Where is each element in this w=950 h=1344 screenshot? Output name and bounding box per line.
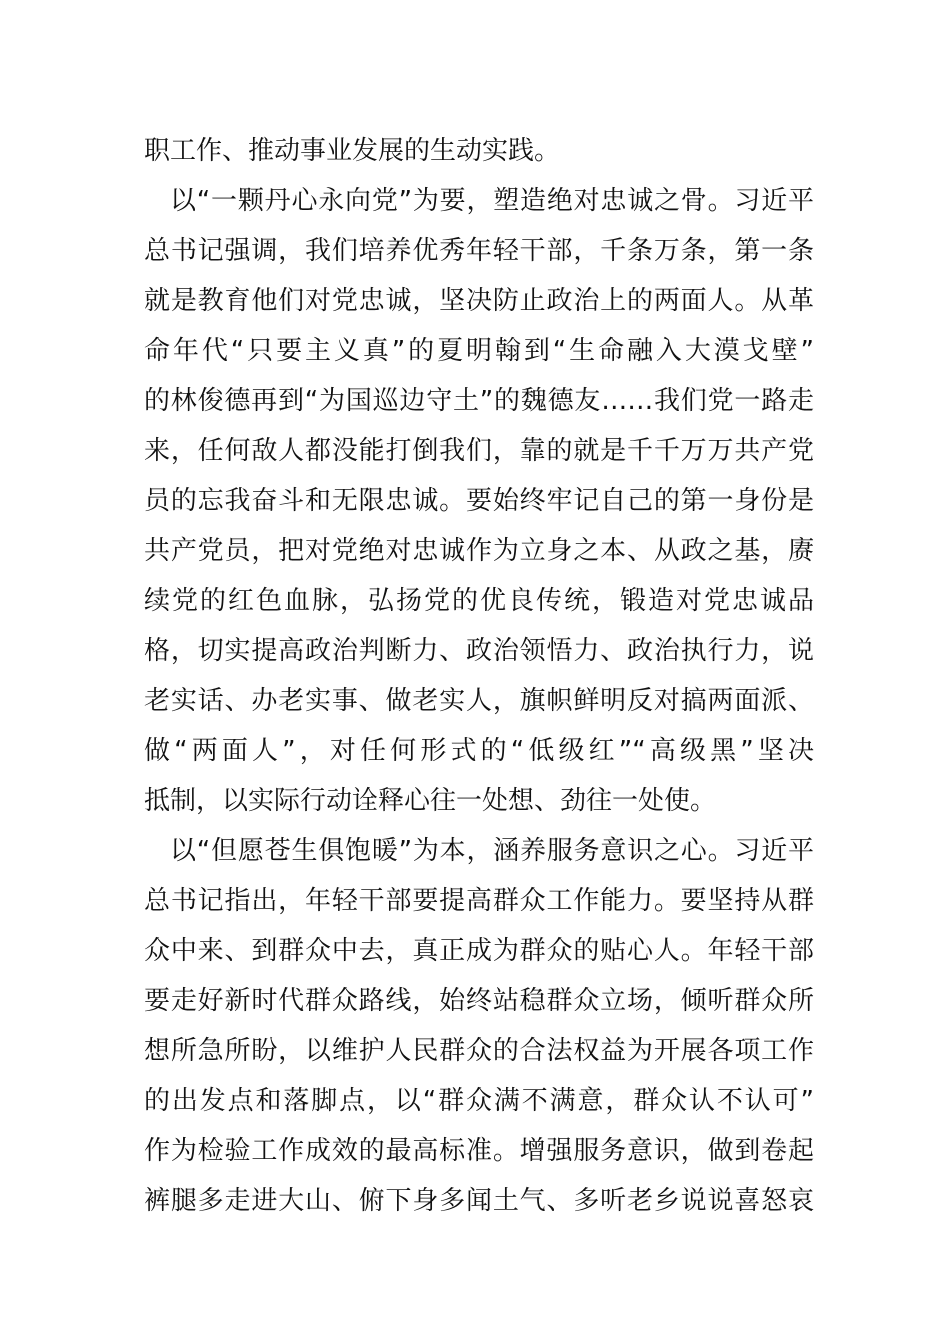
paragraph-first-line: 以“一颗丹心永向党”为要，塑造绝对忠诚之骨。习近平 [170,186,814,216]
paragraph-first-line: 以“但愿苍生俱饱暖”为本，涵养服务意识之心。习近平 [170,836,814,866]
body-text-line: 想所急所盼，以维护人民群众的合法权益为开展各项工作 [144,1036,814,1066]
body-text-line: 共产党员，把对党绝对忠诚作为立身之本、从政之基，赓 [144,536,814,566]
body-text-line: 就是教育他们对党忠诚，坚决防止政治上的两面人。从革 [144,286,814,316]
body-text-line: 总书记强调，我们培养优秀年轻干部，千条万条，第一条 [144,236,814,266]
body-text-line: 裤腿多走进大山、俯下身多闻土气、多听老乡说说喜怒哀 [144,1186,814,1216]
body-text-line: 格，切实提高政治判断力、政治领悟力、政治执行力，说 [144,636,814,666]
body-text-line: 要走好新时代群众路线，始终站稳群众立场，倾听群众所 [144,986,814,1016]
body-text-line: 命年代“只要主义真”的夏明翰到“生命融入大漠戈壁” [144,336,814,366]
body-text-line: 做“两面人”，对任何形式的“低级红”“高级黑”坚决 [144,736,814,766]
body-text-line: 众中来、到群众中去，真正成为群众的贴心人。年轻干部 [144,936,814,966]
body-text-line: 来，任何敌人都没能打倒我们，靠的就是千千万万共产党 [144,436,814,466]
body-text-line: 总书记指出，年轻干部要提高群众工作能力。要坚持从群 [144,886,814,916]
body-text-line: 的林俊德再到“为国巡边守土”的魏德友……我们党一路走 [144,386,814,416]
body-text-line: 的出发点和落脚点，以“群众满不满意，群众认不认可” [144,1086,814,1116]
body-text-line: 老实话、办老实事、做老实人，旗帜鲜明反对搞两面派、 [144,686,814,716]
body-text-line: 抵制，以实际行动诠释心往一处想、劲往一处使。 [144,786,717,816]
body-text-line: 作为检验工作成效的最高标准。增强服务意识，做到卷起 [144,1136,814,1166]
body-text-line: 员的忘我奋斗和无限忠诚。要始终牢记自己的第一身份是 [144,486,814,516]
body-text-line: 续党的红色血脉，弘扬党的优良传统，锻造对党忠诚品 [144,586,814,616]
body-text-line: 职工作、推动事业发展的生动实践。 [144,136,561,166]
